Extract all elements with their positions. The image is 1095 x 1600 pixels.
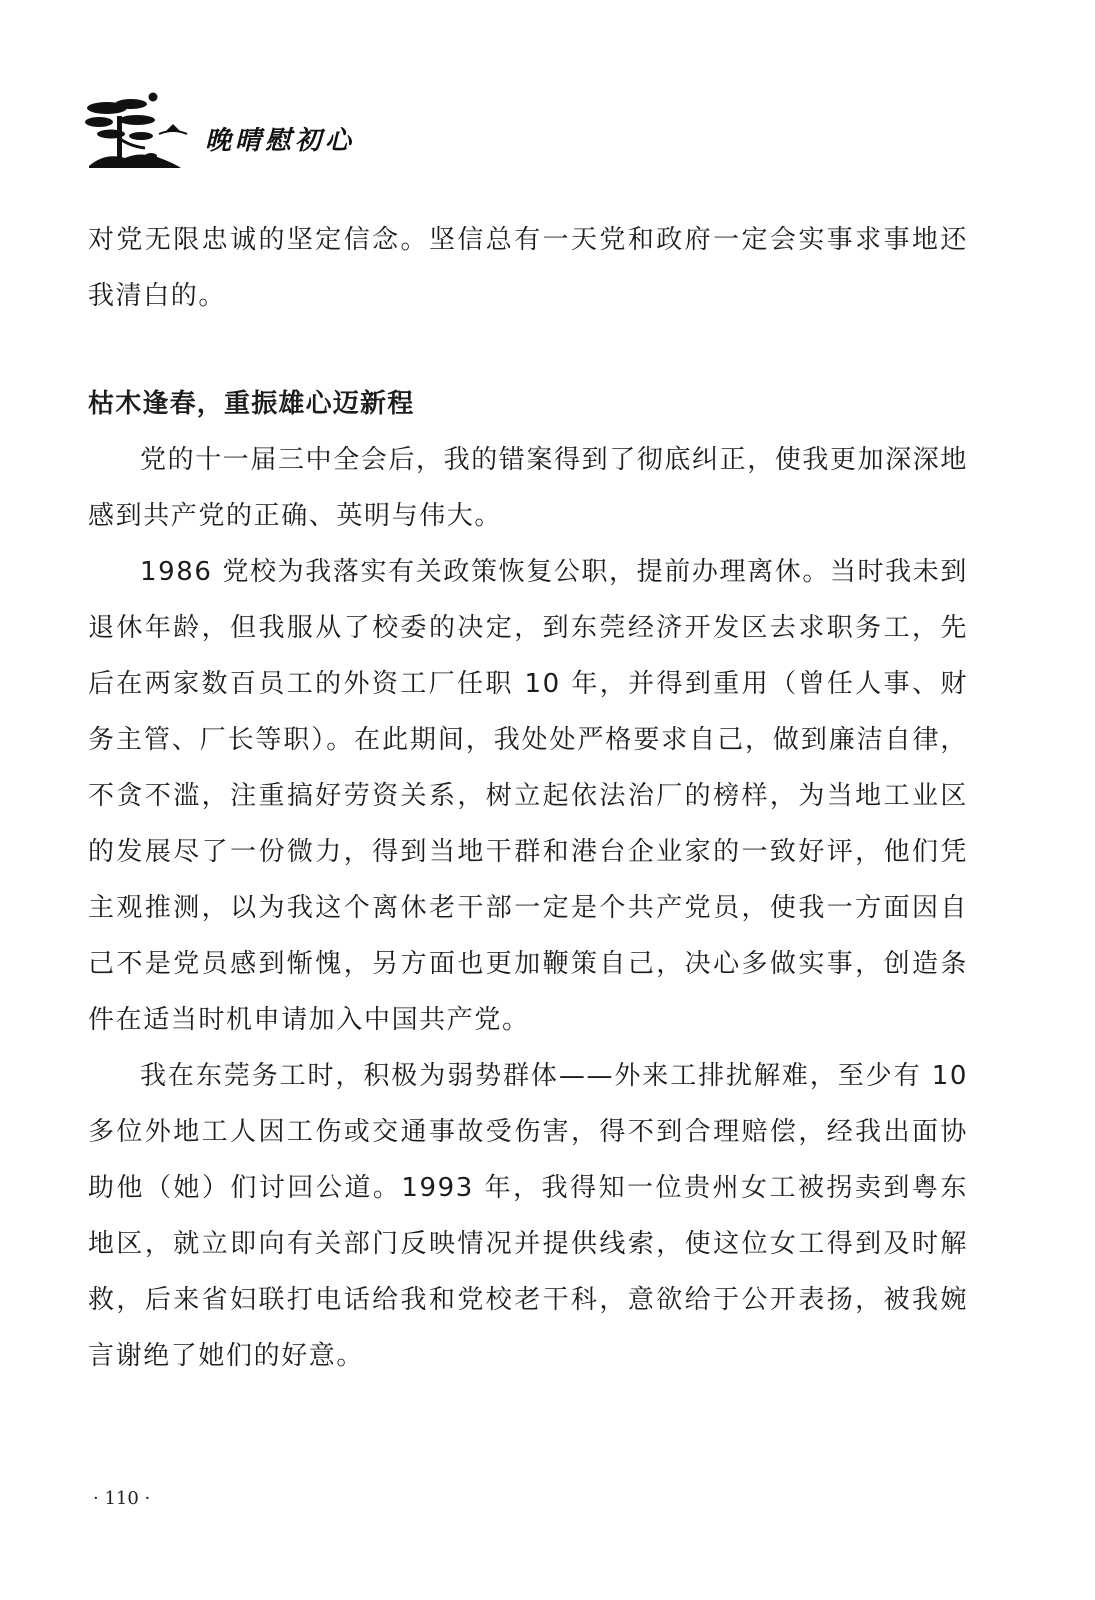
page-header [85, 88, 505, 178]
section-heading: 枯木逢春，重振雄心迈新程 [88, 389, 415, 419]
page-body [88, 212, 968, 1384]
paragraph: 我在东莞务工时，积极为弱势群体——外来工排扰解难，至少有 10 多位外地工人因工伤或交通事故受伤害，得不到合理赔偿，经我出面协助他（她）们讨回公道。1993 年，我得知一位贵州女工被拐卖到粤东地区，就立即向有关部门反映情况并提供线索，使这位女工得到及时解救，后来省妇联打电话给我和党校老干科，意欲给于公开表扬，被我婉言谢绝了她们的好意。 [88, 1061, 968, 1371]
intro-paragraph: 对党无限忠诚的坚定信念。坚信总有一天党和政府一定会实事求事地还我清白的。 [88, 225, 968, 311]
paragraph: 1986 党校为我落实有关政策恢复公职，提前办理离休。当时我未到退休年龄，但我服从了校委的决定，到东莞经济开发区去求职务工，先后在两家数百员工的外资工厂任职 10 年，并得到重用（曾任人事、财务主管、厂长等职）。在此期间，我处处严格要求自己，做到廉洁自律，不贪不滥，注重搞好劳资关系，树立起依法治厂的榜样，为当地工业区的发展尽了一份微力，得到当地干群和港台企业家的一致好评，他们凭主观推测，以为我这个离休老干部一定是个共产党员，使我一方面因自己不是党员感到惭愧，另方面也更加鞭策自己，决心多做实事，创造条件在适当时机申请加入中国共产党。 [88, 557, 968, 1035]
pine-tree-logo-icon [85, 88, 200, 173]
book-title: 晚晴慰初心 [205, 126, 356, 156]
page-number: · 110 · [93, 1488, 151, 1509]
paragraph: 党的十一届三中全会后，我的错案得到了彻底纠正，使我更加深深地感到共产党的正确、英明与伟大。 [88, 445, 969, 531]
